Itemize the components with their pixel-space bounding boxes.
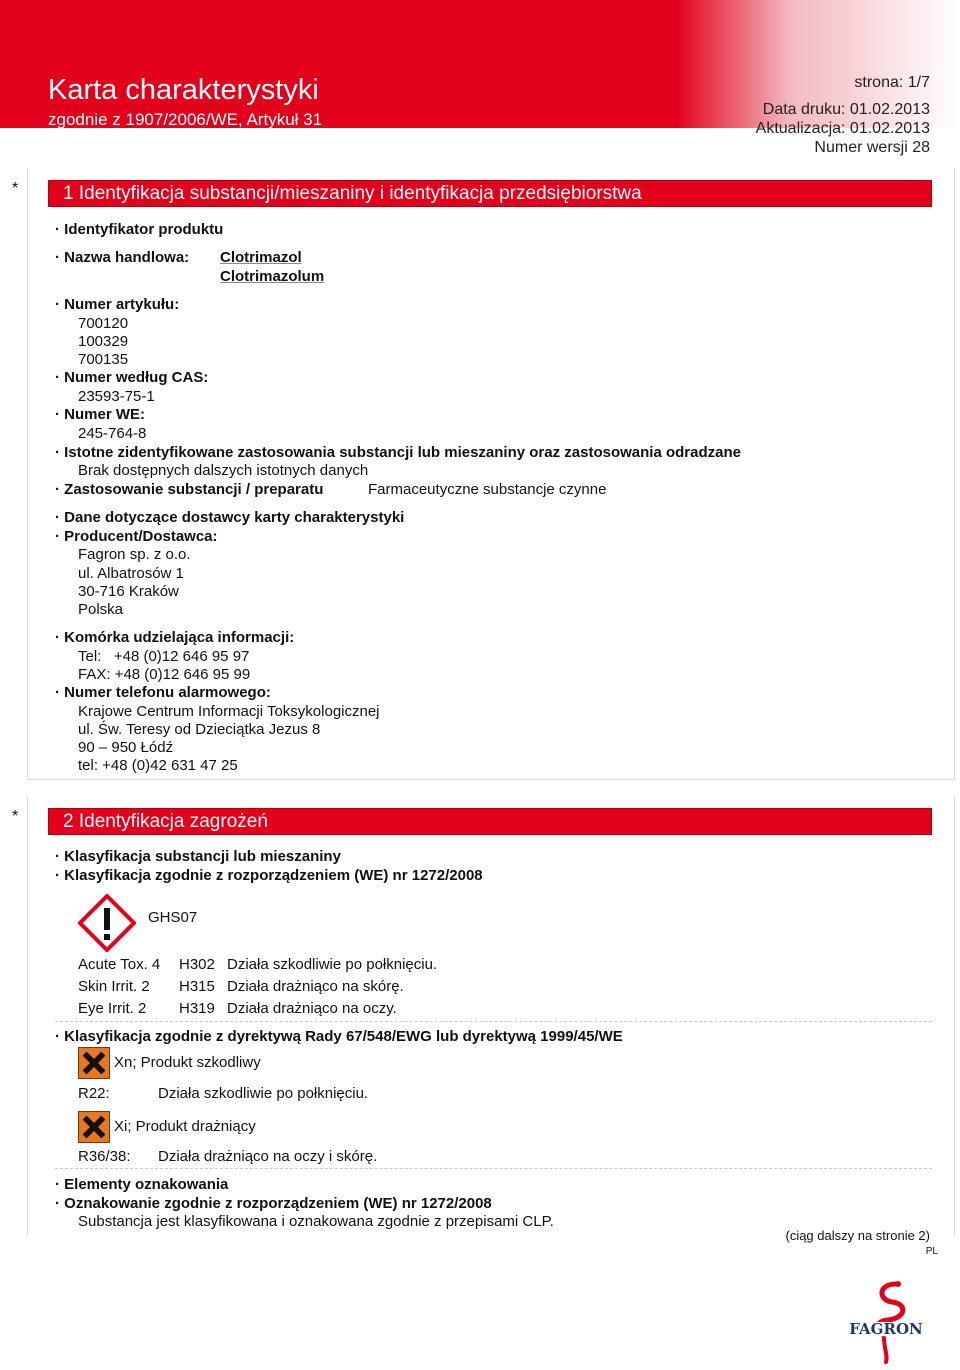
xi-irritant-icon [78, 1111, 110, 1143]
language-code: PL [925, 1246, 938, 1257]
labelling-clp-text: Substancja jest klasyfikowana i oznakowana zgodnie z przepisami CLP. [78, 1213, 554, 1230]
application-value: Farmaceutyczne substancje czynne [368, 481, 607, 498]
supplier-label: · Dane dotyczące dostawcy karty charakterystyki [55, 509, 405, 526]
producer-line: ul. Albatrosów 1 [78, 565, 184, 582]
article-number: 700135 [78, 351, 129, 368]
header-band [0, 0, 675, 128]
hazard-class: Eye Irrit. 2 [78, 1000, 147, 1017]
revision-marker: * [12, 808, 19, 825]
article-number: 100329 [78, 333, 129, 350]
hazard-code: H315 [179, 978, 215, 995]
hazard-text: Działa drażniąco na skórę. [227, 978, 404, 995]
producer-line: Fagron sp. z o.o. [78, 546, 191, 563]
trade-name-2: Clotrimazolum [220, 268, 325, 285]
clp-classification-label: · Klasyfikacja zgodnie z rozporządzeniem (WE) nr 1272/2008 [55, 867, 483, 884]
version-number: Numer wersji 28 [814, 139, 930, 156]
divider [55, 1168, 932, 1169]
we-value: 245-764-8 [78, 425, 147, 442]
xn-label: Xn; Produkt szkodliwy [114, 1054, 261, 1071]
emergency-line: tel: +48 (0)42 631 47 25 [78, 757, 238, 774]
classification-label: · Klasyfikacja substancji lub mieszaniny [55, 848, 341, 865]
xn-harmful-icon [78, 1047, 110, 1079]
r22-text: Działa szkodliwie po połknięciu. [158, 1085, 369, 1102]
we-label: · Numer WE: [55, 406, 145, 423]
producer-label: · Producent/Dostawca: [55, 528, 218, 545]
labelling-label: · Elementy oznakowania [55, 1176, 229, 1193]
xi-label: Xi; Produkt drażniący [114, 1118, 256, 1135]
info-phone: Tel: +48 (0)12 646 95 97 [78, 648, 250, 665]
article-number: 700120 [78, 315, 129, 332]
producer-line: Polska [78, 601, 124, 618]
hazard-class: Acute Tox. 4 [78, 956, 161, 973]
ghs07-exclamation-icon [78, 894, 136, 952]
hazard-text: Działa drażniąco na oczy. [227, 1000, 397, 1017]
trade-name-label: · Nazwa handlowa: [55, 249, 190, 266]
fagron-logo [838, 1278, 934, 1364]
hazard-code: H302 [179, 956, 215, 973]
application-label: · Zastosowanie substancji / preparatu [55, 481, 324, 498]
cas-label: · Numer według CAS: [55, 369, 209, 386]
print-date: Data druku: 01.02.2013 [762, 101, 930, 118]
hazard-code: H319 [179, 1000, 215, 1017]
document-title: Karta charakterystyki [48, 74, 319, 106]
emergency-line: Krajowe Centrum Informacji Toksykologicznej [78, 703, 380, 720]
ghs-code: GHS07 [148, 909, 198, 926]
page-number: strona: 1/7 [854, 74, 930, 91]
document-subtitle: zgodnie z 1907/2006/WE, Artykuł 31 [48, 110, 323, 129]
emergency-label: · Numer telefonu alarmowego: [55, 684, 271, 701]
hazard-text: Działa szkodliwie po połknięciu. [227, 956, 438, 973]
update-date: Aktualizacja: 01.02.2013 [755, 120, 930, 137]
section-2-heading: 2 Identyfikacja zagrożeń [48, 808, 932, 835]
section-1-heading: 1 Identyfikacja substancji/mieszaniny i identyfikacja przedsiębiorstwa [48, 180, 932, 207]
trade-name-1: Clotrimazol [220, 249, 302, 266]
emergency-line: ul. Św. Teresy od Dzieciątka Jezus 8 [78, 721, 321, 738]
logo-text: FAGRON [849, 1320, 923, 1338]
cas-value: 23593-75-1 [78, 388, 155, 405]
info-fax: FAX: +48 (0)12 646 95 99 [78, 666, 251, 683]
article-number-label: · Numer artykułu: [55, 296, 180, 313]
continued-note: (ciąg dalszy na stronie 2) [785, 1228, 930, 1243]
labelling-clp-label: · Oznakowanie zgodnie z rozporządzeniem (WE) nr 1272/2008 [55, 1195, 492, 1212]
uses-label: · Istotne zidentyfikowane zastosowania substancji lub mieszaniny oraz zastosowania odradzane [55, 444, 741, 461]
divider [55, 1021, 932, 1022]
product-identifier-label: · Identyfikator produktu [55, 221, 224, 238]
emergency-line: 90 – 950 Łódź [78, 739, 174, 756]
uses-value: Brak dostępnych dalszych istotnych danych [78, 462, 369, 479]
info-label: · Komórka udzielająca informacji: [55, 629, 295, 646]
hazard-class: Skin Irrit. 2 [78, 978, 150, 995]
revision-marker: * [12, 180, 19, 197]
producer-line: 30-716 Kraków [78, 583, 179, 600]
r22-code: R22: [78, 1085, 110, 1102]
dsd-classification-label: · Klasyfikacja zgodnie z dyrektywą Rady 67/548/EWG lub dyrektywą 1999/45/WE [55, 1028, 623, 1045]
r3638-code: R36/38: [78, 1148, 131, 1165]
r3638-text: Działa drażniąco na oczy i skórę. [158, 1148, 378, 1165]
